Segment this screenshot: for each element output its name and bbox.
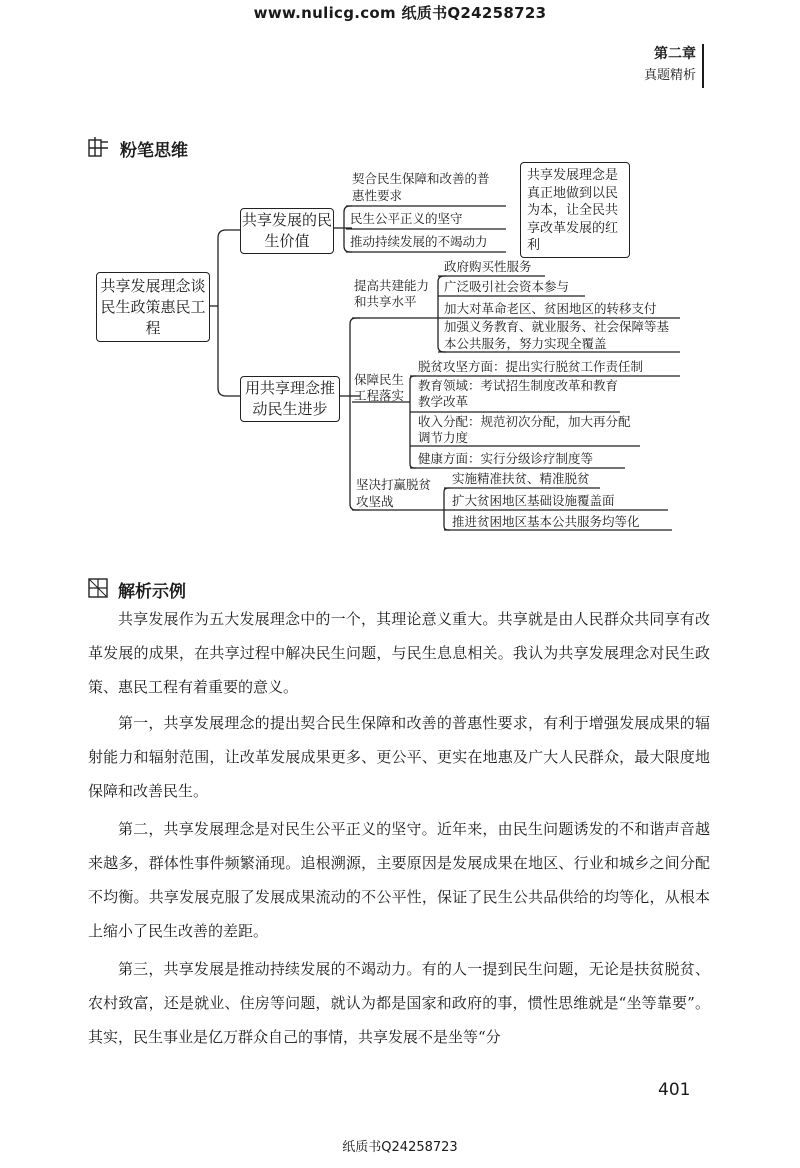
analysis-paragraph: 第二，共享发展理念是对民生公平正义的坚守。近年来，由民生问题诱发的不和谐声音越来越多，群体性事件频繁涌现。追根溯源，主要原因是发展成果在地区、行业和城乡之间分配不均衡。共享发展克服了发展成果流动的不公平性，保证了民生公共品供给的均等化，从根本上缩小了民生改善的差距。 bbox=[88, 820, 710, 940]
mindmap-subbranch-poverty: 坚决打赢脱贫攻坚战 bbox=[356, 477, 432, 509]
header-watermark: www.nulicg.com 纸质书Q24258723 bbox=[253, 4, 547, 22]
chapter-title: 第二章 bbox=[654, 46, 696, 62]
analysis-paragraph: 第三，共享发展是推动持续发展的不竭动力。有的人一提到民生问题，无论是扶贫脱贫、农村致富，还是就业、住房等问题，就认为都是国家和政府的事，惯性思维就是“坐等靠要”。其实，民生事业是亿万群众自己的事情，共享发展不是坐等“分 bbox=[88, 960, 710, 1046]
mindmap-item: 收入分配：规范初次分配，加大再分配调节力度 bbox=[418, 414, 631, 445]
chapter-subtitle: 真题精析 bbox=[643, 68, 696, 83]
mindmap-item: 教育领域：考试招生制度改革和教育教学改革 bbox=[418, 378, 619, 409]
mindmap-item: 民生公平正义的坚守 bbox=[350, 211, 463, 226]
mindmap-item: 加大对革命老区、贫困地区的转移支付 bbox=[444, 301, 657, 316]
mindmap-branch-promote-livelihood: 用共享理念推动民生进步 bbox=[240, 376, 340, 422]
mindmap-item: 契合民生保障和改善的普惠性要求 bbox=[352, 171, 490, 203]
mindmap-item: 政府购买性服务 bbox=[444, 259, 532, 274]
mindmap-item: 推进贫困地区基本公共服务均等化 bbox=[452, 514, 640, 529]
mindmap-branch-shared-value: 共享发展的民生价值 bbox=[240, 208, 334, 254]
mindmap-item: 广泛吸引社会资本参与 bbox=[444, 279, 570, 294]
mindmap-summary-box: 共享发展理念是真正地做到以民为本，让全民共享改革发展的红利 bbox=[520, 162, 630, 258]
analysis-paragraph: 第一，共享发展理念的提出契合民生保障和改善的普惠性要求，有利于增强发展成果的辐射能力和辐射范围，让改革发展成果更多、更公平、更实在地惠及广大人民群众，最大限度地保障和改善民生。 bbox=[88, 714, 710, 800]
analysis-section-icon bbox=[88, 578, 108, 602]
mindmap-item: 脱贫攻坚方面：提出实行脱贫工作责任制 bbox=[418, 359, 644, 374]
mindmap-item: 加强义务教育、就业服务、社会保障等基本公共服务，努力实现全覆盖 bbox=[444, 319, 670, 351]
mindmap-item: 健康方面：实行分级诊疗制度等 bbox=[418, 451, 594, 466]
analysis-paragraph: 共享发展作为五大发展理念中的一个，其理论意义重大。共享就是由人民群众共同享有改革发展的成果，在共享过程中解决民生问题，与民生息息相关。我认为共享发展理念对民生政策、惠民工程有着重要的意义。 bbox=[88, 610, 710, 696]
mindmap-section-title: 粉笔思维 bbox=[120, 141, 188, 161]
footer-watermark: 纸质书Q24258723 bbox=[342, 1140, 458, 1155]
mindmap-subbranch-projects: 保障民生工程落实 bbox=[354, 372, 405, 403]
analysis-section-title: 解析示例 bbox=[118, 582, 186, 602]
mindmap-root: 共享发展理念谈民生政策惠民工程 bbox=[96, 272, 210, 342]
mindmap-item: 扩大贫困地区基础设施覆盖面 bbox=[452, 493, 615, 508]
page-number: 401 bbox=[658, 1080, 691, 1100]
mindmap-subbranch-capacity: 提高共建能力和共享水平 bbox=[354, 278, 430, 309]
mindmap-item: 实施精准扶贫、精准脱贫 bbox=[452, 471, 590, 486]
mindmap-item: 推动持续发展的不竭动力 bbox=[350, 234, 488, 249]
